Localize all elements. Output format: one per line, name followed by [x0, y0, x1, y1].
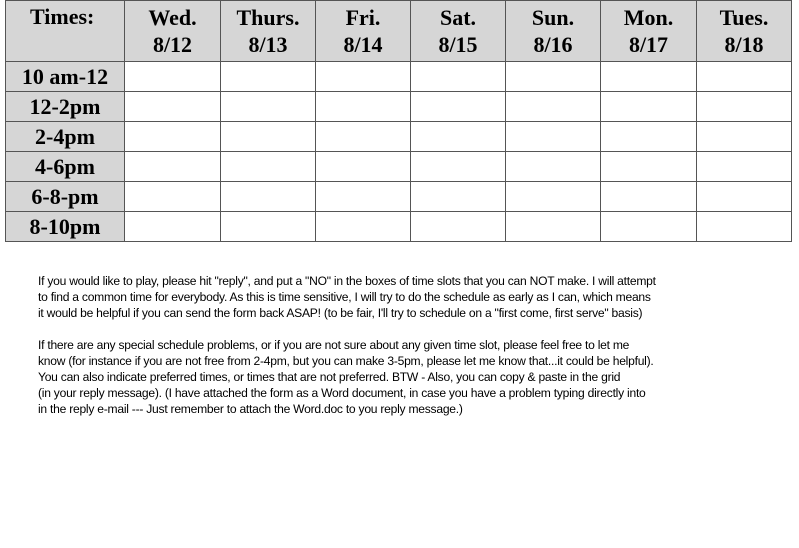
day-name: Sat. [439, 5, 477, 30]
slot-cell[interactable] [697, 122, 792, 152]
slot-cell[interactable] [125, 212, 221, 242]
time-slot-label: 8-10pm [6, 212, 125, 242]
day-date: 8/16 [533, 32, 573, 57]
day-date: 8/15 [438, 32, 478, 57]
time-slot-row [6, 122, 792, 152]
day-date: 8/18 [724, 32, 764, 57]
day-header-wed [125, 1, 221, 62]
time-slot-label: 6-8-pm [6, 182, 125, 212]
slot-cell[interactable] [601, 182, 697, 212]
slot-cell[interactable] [697, 152, 792, 182]
time-slot-row [6, 62, 792, 92]
slot-cell[interactable] [411, 152, 506, 182]
slot-cell[interactable] [316, 62, 411, 92]
slot-cell[interactable] [506, 62, 601, 92]
slot-cell[interactable] [125, 182, 221, 212]
slot-cell[interactable] [411, 122, 506, 152]
day-date: 8/14 [343, 32, 383, 57]
slot-cell[interactable] [316, 122, 411, 152]
slot-cell[interactable] [601, 62, 697, 92]
times-header: Times: [6, 1, 125, 62]
day-date: 8/13 [248, 32, 288, 57]
slot-cell[interactable] [697, 212, 792, 242]
slot-cell[interactable] [221, 122, 316, 152]
slot-cell[interactable] [125, 62, 221, 92]
time-slot-label: 2-4pm [6, 122, 125, 152]
day-date: 8/12 [152, 32, 193, 57]
slot-cell[interactable] [506, 92, 601, 122]
instructions-paragraph: If there are any special schedule problems, or if you are not sure about any given time slot, please feel free to let me know (for instance if you are not free from 2-4pm, but you can make 3-5pm, please let me know that...it could be helpful). You can also indicate preferred times, or times that are not preferred. BTW - Also, you can copy & paste in the grid (in your reply message). (I have attached the form as a Word document, in case you have a problem typing directly into in the reply e-mail --- Just remember to attach the Word.doc to you reply message.) [38, 338, 654, 416]
slot-cell[interactable] [601, 92, 697, 122]
slot-cell[interactable] [221, 92, 316, 122]
slot-cell[interactable] [221, 182, 316, 212]
day-header-tues [697, 1, 792, 62]
slot-cell[interactable] [411, 92, 506, 122]
time-slot-label: 4-6pm [6, 152, 125, 182]
time-slot-label: 10 am-12 [6, 62, 125, 92]
day-header-thurs [221, 1, 316, 62]
slot-cell[interactable] [316, 182, 411, 212]
day-name: Thurs. [236, 5, 300, 30]
slot-cell[interactable] [506, 122, 601, 152]
slot-cell[interactable] [506, 152, 601, 182]
slot-cell[interactable] [125, 122, 221, 152]
slot-cell[interactable] [221, 62, 316, 92]
instructions [38, 273, 778, 433]
slot-cell[interactable] [411, 62, 506, 92]
day-name: Fri. [345, 5, 381, 30]
header-row [6, 1, 792, 62]
day-name: Wed. [148, 5, 197, 30]
slot-cell[interactable] [221, 212, 316, 242]
day-date: 8/17 [628, 32, 669, 57]
slot-cell[interactable] [697, 92, 792, 122]
day-name: Tues. [719, 5, 769, 30]
slot-cell[interactable] [125, 152, 221, 182]
time-slot-row [6, 182, 792, 212]
slot-cell[interactable] [506, 212, 601, 242]
day-header-fri [316, 1, 411, 62]
time-slot-label: 12-2pm [6, 92, 125, 122]
day-header-sat [411, 1, 506, 62]
slot-cell[interactable] [411, 182, 506, 212]
slot-cell[interactable] [125, 92, 221, 122]
slot-cell[interactable] [316, 92, 411, 122]
day-name: Sun. [531, 5, 575, 30]
slot-cell[interactable] [316, 152, 411, 182]
slot-cell[interactable] [697, 182, 792, 212]
time-slot-row [6, 92, 792, 122]
time-slot-row [6, 152, 792, 182]
slot-cell[interactable] [221, 152, 316, 182]
slot-cell[interactable] [697, 62, 792, 92]
slot-cell[interactable] [601, 122, 697, 152]
slot-cell[interactable] [601, 212, 697, 242]
schedule-grid [5, 0, 792, 242]
slot-cell[interactable] [316, 212, 411, 242]
time-slot-row [6, 212, 792, 242]
day-header-mon [601, 1, 697, 62]
slot-cell[interactable] [601, 152, 697, 182]
slot-cell[interactable] [506, 182, 601, 212]
day-name: Mon. [623, 5, 674, 30]
day-header-sun [506, 1, 601, 62]
slot-cell[interactable] [411, 212, 506, 242]
instructions-paragraph: If you would like to play, please hit "reply", and put a "NO" in the boxes of time slots that you can NOT make. I will attempt to find a common time for everybody. As this is time sensitive, I will try to do the schedule as early as I can, which means it would be helpful if you can send the form back ASAP! (to be fair, I'll try to schedule on a "first come, first serve" basis) [38, 274, 656, 320]
